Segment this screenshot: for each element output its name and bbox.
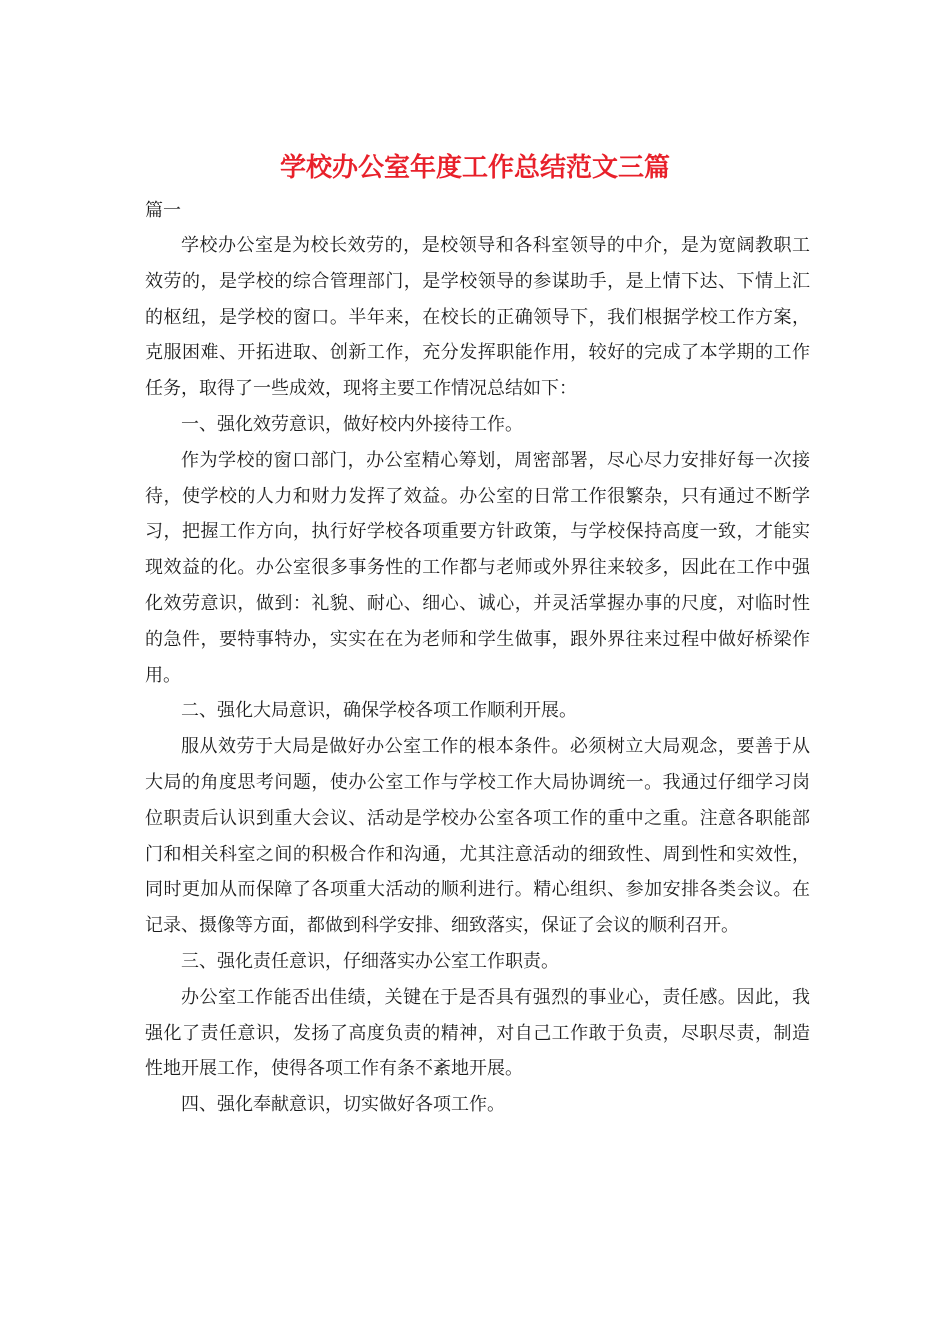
paragraph-intro: 学校办公室是为校长效劳的，是校领导和各科室领导的中介，是为宽阔教职工效劳的，是学校的综合管理部门，是学校领导的参谋助手，是上情下达、下情上汇的枢纽，是学校的窗口。半年来，在校长的正确领导下，我们根据学校工作方案，克服困难、开拓进取、创新工作，充分发挥职能作用，较好的完成了本学期的工作任务，取得了一些成效，现将主要工作情况总结如下： (145, 235, 810, 400)
document-title: 学校办公室年度工作总结范文三篇 (279, 153, 670, 183)
document-body (145, 228, 810, 1123)
paragraph-overall-awareness: 服从效劳于大局是做好办公室工作的根本条件。必须树立大局观念，要善于从大局的角度思考问题，使办公室工作与学校工作大局协调统一。我通过仔细学习岗位职责后认识到重大会议、活动是学校办公室各项工作的重中之重。注意各职能部门和相关科室之间的积极合作和沟通，尤其注意活动的细致性、周到性和实效性，同时更加从而保障了各项重大活动的顺利进行。精心组织、参加安排各类会议。在记录、摄像等方面，都做到科学安排、细致落实，保证了会议的顺利召开。 (145, 736, 810, 937)
heading-service-awareness: 一、强化效劳意识，做好校内外接待工作。 (181, 413, 523, 435)
heading-responsibility-awareness: 三、强化责任意识，仔细落实办公室工作职责。 (181, 950, 559, 972)
heading-dedication-awareness: 四、强化奉献意识，切实做好各项工作。 (181, 1094, 505, 1116)
heading-overall-awareness: 二、强化大局意识，确保学校各项工作顺利开展。 (181, 700, 577, 722)
paragraph-responsibility-awareness: 办公室工作能否出佳绩，关键在于是否具有强烈的事业心，责任感。因此，我强化了责任意识，发扬了高度负责的精神，对自己工作敢于负责，尽职尽责，制造性地开展工作，使得各项工作有条不紊地开展。 (145, 986, 810, 1080)
section-label: 篇一 (145, 200, 181, 221)
paragraph-service-awareness: 作为学校的窗口部门，办公室精心筹划，周密部署，尽心尽力安排好每一次接待，使学校的人力和财力发挥了效益。办公室的日常工作很繁杂，只有通过不断学习，把握工作方向，执行好学校各项重要方针政策，与学校保持高度一致，才能实现效益的化。办公室很多事务性的工作都与老师或外界往来较多，因此在工作中强化效劳意识，做到：礼貌、耐心、细心、诚心，并灵活掌握办事的尺度，对临时性的急件，要特事特办，实实在在为老师和学生做事，跟外界往来过程中做好桥梁作用。 (145, 449, 810, 686)
